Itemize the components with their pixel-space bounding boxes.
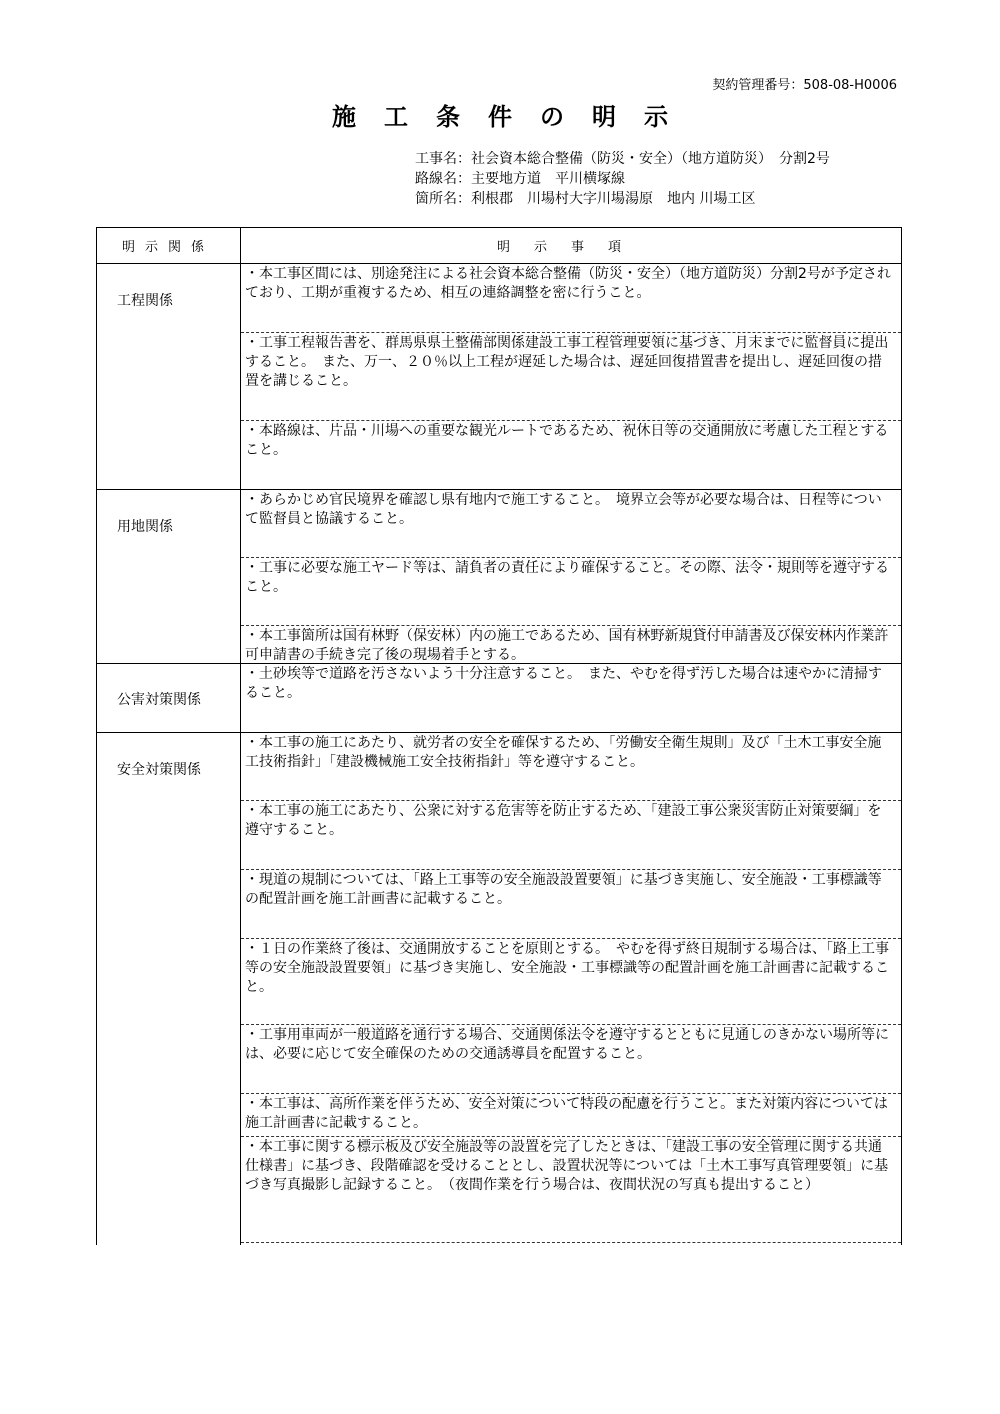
work-name: 工事名：社会資本総合整備（防災・安全）（地方道防災） 分割2号 [415, 151, 830, 167]
condition-item: ・工事に必要な施工ヤード等は、請負者の責任により確保すること。その際、法令・規則等を遵守すること。 [245, 560, 889, 595]
table-top-border [96, 227, 902, 228]
contract-number: 契約管理番号：508-08-H0006 [712, 78, 897, 93]
conditions-table [96, 227, 902, 1245]
condition-item: ・本工事区間には、別途発注による社会資本総合整備（防災・安全）（地方道防災）分割2号が予定されており、工期が重複するため、相互の連絡調整を密に行うこと。 [245, 266, 891, 301]
header-category: 明示関係 [121, 240, 214, 255]
item-separator [241, 625, 901, 626]
header-bottom-border [96, 263, 902, 264]
item-separator [241, 557, 901, 558]
header-items: 明示事項 [496, 240, 645, 255]
category-schedule: 工程関係 [117, 293, 173, 309]
work-info [415, 149, 830, 209]
location: 箇所名：利根郡 川場村大字川場湯原 地内 川場工区 [415, 191, 756, 207]
section-border [96, 489, 902, 490]
item-separator [241, 1024, 901, 1025]
item-separator [241, 1093, 901, 1094]
item-separator [241, 1242, 901, 1243]
document-title: 施工条件の明示 [332, 103, 696, 131]
item-separator [241, 1136, 901, 1137]
condition-item: ・本工事の施工にあたり、就労者の安全を確保するため、「労働安全衛生規則」及び「土木工事安全施工技術指針」「建設機械施工安全技術指針」等を遵守すること。 [245, 735, 882, 770]
category-land: 用地関係 [117, 519, 173, 535]
condition-item: ・本路線は、片品・川場への重要な観光ルートであるため、祝休日等の交通開放に考慮した工程とすること。 [245, 423, 889, 458]
condition-item: ・本工事は、高所作業を伴うため、安全対策について特段の配慮を行うこと。また対策内容については施工計画書に記載すること。 [245, 1096, 888, 1131]
condition-item: ・現道の規制については、「路上工事等の安全施設設置要領」に基づき実施し、安全施設・工事標識等の配置計画を施工計画書に記載すること。 [245, 872, 882, 907]
category-safety: 安全対策関係 [117, 762, 201, 778]
table-right-border [901, 227, 902, 1245]
item-separator [241, 869, 901, 870]
section-border [96, 732, 902, 733]
item-separator [241, 800, 901, 801]
condition-item: ・あらかじめ官民境界を確認し県有地内で施工すること。 境界立会等が必要な場合は、日程等について監督員と協議すること。 [245, 492, 882, 527]
condition-item: ・本工事箇所は国有林野（保安林）内の施工であるため、国有林野新規貸付申請書及び保安林内作業許可申請書の手続き完了後の現場着手とする。 [245, 628, 889, 663]
item-separator [241, 420, 901, 421]
item-separator [241, 938, 901, 939]
category-pollution: 公害対策関係 [117, 692, 201, 708]
condition-item: ・工事工程報告書を、群馬県県土整備部関係建設工事工程管理要領に基づき、月末までに監督員に提出すること。 また、万一、２０％以上工程が遅延した場合は、遅延回復措置書を提出し、遅延回復の措置を講じること。 [245, 335, 889, 389]
condition-item: ・１日の作業終了後は、交通開放することを原則とする。 やむを得ず終日規制する場合は、「路上工事等の安全施設設置要領」に基づき実施し、安全施設・工事標識等の配置計画を施工計画書に記載すること。 [245, 941, 889, 995]
condition-item: ・本工事の施工にあたり、公衆に対する危害等を防止するため、「建設工事公衆災害防止対策要綱」を遵守すること。 [245, 803, 882, 838]
route-name: 路線名：主要地方道 平川横塚線 [415, 171, 625, 187]
condition-item: ・工事用車両が一般道路を通行する場合、交通関係法令を遵守するとともに見通しのきかない場所等には、必要に応じて安全確保のための交通誘導員を配置すること。 [245, 1027, 889, 1062]
condition-item: ・本工事に関する標示板及び安全施設等の設置を完了したときは、「建設工事の安全管理に関する共通仕様書」に基づき、段階確認を受けることとし、設置状況等については「土木工事写真管理要領」に基づき写真撮影し記録すること。 （夜間作業を行う場合は、夜間状況の写真も提出すること） [245, 1139, 889, 1193]
table-left-border [96, 227, 97, 1245]
condition-item: ・土砂埃等で道路を汚さないよう十分注意すること。 また、やむを得ず汚した場合は速やかに清掃すること。 [245, 666, 882, 701]
item-separator [241, 332, 901, 333]
